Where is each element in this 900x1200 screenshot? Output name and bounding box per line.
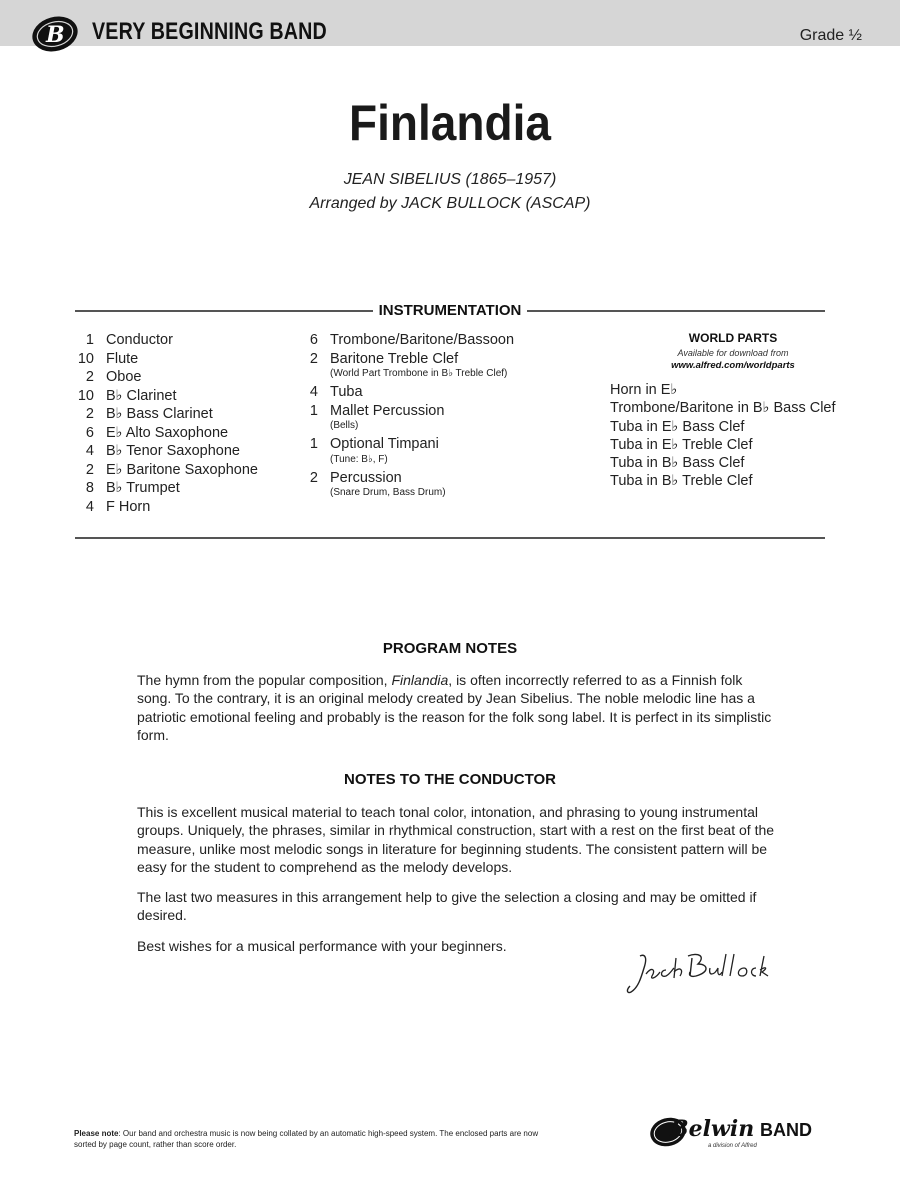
world-parts-subheading: Available for download from: [677, 348, 789, 358]
instrument-quantity: 2: [309, 350, 318, 367]
instrument-name: Oboe: [106, 369, 142, 385]
instrument-name: Baritone Treble Clef: [330, 350, 459, 367]
instrument-list-middle: [304, 331, 514, 502]
publisher-subtitle: a division of Alfred: [708, 1143, 757, 1149]
instrument-name: Mallet Percussion: [330, 402, 445, 419]
instrument-quantity: 1: [309, 402, 318, 419]
instrument-name: Optional Timpani: [330, 436, 439, 452]
instrument-row: [70, 461, 258, 480]
instrument-note: (World Part Trombone in B♭ Treble Clef): [330, 368, 508, 379]
instrument-row: [304, 469, 514, 488]
conductor-notes-paragraph-2: The last two measures in this arrangement help to give the selection a closing and may be omitted if desired.: [137, 889, 757, 924]
instrument-name: B♭ Trumpet: [106, 480, 180, 496]
instrumentation-heading: INSTRUMENTATION: [0, 302, 900, 319]
instrument-name: F Horn: [106, 498, 151, 515]
instrument-row: [70, 350, 258, 369]
instrument-quantity: 6: [85, 424, 94, 441]
instrument-quantity: 4: [309, 384, 318, 400]
publisher-band: BAND: [760, 1120, 812, 1140]
world-parts-url: www.alfred.com/worldparts: [671, 360, 795, 371]
instrument-name: B♭ Bass Clarinet: [106, 406, 213, 422]
program-notes-italic-title: Finlandia: [391, 672, 449, 688]
instrument-quantity: 10: [77, 350, 94, 367]
instrument-row: [70, 405, 258, 424]
grade-label: Grade ½: [799, 27, 862, 44]
instrument-quantity: 1: [85, 332, 94, 348]
instrument-note: (Tune: B♭, F): [330, 453, 388, 465]
instrumentation-rule-bottom: [75, 537, 825, 539]
instrument-name: E♭ Baritone Saxophone: [106, 461, 258, 478]
world-part-item: Tuba in B♭ Bass Clef: [610, 455, 745, 472]
instrument-note: (Bells): [330, 420, 359, 431]
instrument-quantity: 1: [309, 436, 318, 452]
instrument-quantity: 4: [85, 498, 94, 515]
instrument-row: [304, 402, 514, 421]
instrument-row: [70, 424, 258, 443]
publisher-name: Belwin: [670, 1116, 755, 1142]
program-notes-text: The hymn from the popular composition, Finlandia, is often incorrectly referred to as a Finnish folk song. To the contrary, it is an original melody created by Jean Sibelius. The noble melodic line has a patriotic emotional feeling and probably is the reason for the folk song label. It is perfect in its simplistic form.: [137, 672, 772, 743]
instrument-name: B♭ Clarinet: [106, 387, 177, 404]
world-part-item: Tuba in B♭ Treble Clef: [610, 473, 753, 490]
instrument-note: (Snare Drum, Bass Drum): [330, 487, 446, 498]
instrument-quantity: 4: [85, 443, 94, 459]
instrument-quantity: 6: [309, 332, 318, 348]
instrument-quantity: 10: [77, 387, 94, 404]
instrument-row: [70, 387, 258, 406]
instrument-quantity: 2: [309, 469, 318, 486]
world-part-item: Tuba in E♭ Treble Clef: [610, 436, 753, 453]
instrument-row: [70, 498, 258, 517]
world-parts-list: [610, 381, 836, 491]
instrument-name: B♭ Tenor Saxophone: [106, 443, 240, 459]
instrument-list-left: [70, 331, 258, 516]
world-parts-heading: WORLD PARTS: [688, 331, 778, 345]
instrument-quantity: 2: [85, 369, 94, 385]
instrument-row: [304, 331, 514, 350]
conductor-notes-paragraph-1: This is excellent musical material to teach tonal color, intonation, and phrasing to young instrumental groups. Uniquely, the phrases, similar in rhythmical construction, start with a rest on the first beat of the measure, unlike most melodic songs in literature for beginning students. The consistent pattern will be easy for the student to comprehend as the melody develops.: [137, 804, 775, 875]
instrument-name: Percussion: [330, 469, 402, 486]
instrument-row: [70, 479, 258, 498]
arranger-credit: Arranged by JACK BULLOCK (ASCAP): [309, 195, 591, 212]
series-logo-letter: B: [46, 22, 65, 48]
instrument-name: E♭ Alto Saxophone: [106, 424, 229, 441]
series-title: VERY BEGINNING BAND: [92, 18, 327, 45]
instrument-quantity: 2: [85, 406, 94, 422]
program-notes-heading: PROGRAM NOTES: [382, 640, 518, 657]
series-logo-icon: [30, 12, 80, 54]
world-part-item: Tuba in E♭ Bass Clef: [610, 418, 745, 435]
collation-note: Please note: Our band and orchestra music is now being collated by an automatic high-speed system. The enclosed parts are now sorted by page count, rather than score order.: [74, 1129, 539, 1149]
composer-credit: JEAN SIBELIUS (1865–1957): [343, 171, 557, 188]
instrument-name: Conductor: [106, 332, 173, 348]
instrument-name: Trombone/Baritone/Bassoon: [330, 332, 515, 348]
publisher-logo: [648, 1110, 828, 1154]
instrument-quantity: 8: [85, 480, 94, 496]
conductor-notes-heading: NOTES TO THE CONDUCTOR: [344, 771, 556, 788]
instrument-name: Tuba: [330, 384, 363, 400]
piece-title: Finlandia: [349, 95, 551, 151]
instrument-quantity: 2: [85, 461, 94, 478]
instrument-row: [70, 442, 258, 461]
conductor-notes-paragraph-3: Best wishes for a musical performance with your beginners.: [137, 938, 507, 954]
instrument-row: [304, 350, 514, 369]
instrument-row: [70, 368, 258, 387]
instrument-row: [70, 331, 258, 350]
arranger-signature: [622, 948, 772, 998]
instrument-name: Flute: [106, 350, 139, 367]
world-part-item: Trombone/Baritone in B♭ Bass Clef: [610, 400, 836, 417]
instrument-row: [304, 383, 514, 402]
world-part-item: Horn in E♭: [610, 382, 678, 398]
instrument-row: [304, 435, 514, 454]
